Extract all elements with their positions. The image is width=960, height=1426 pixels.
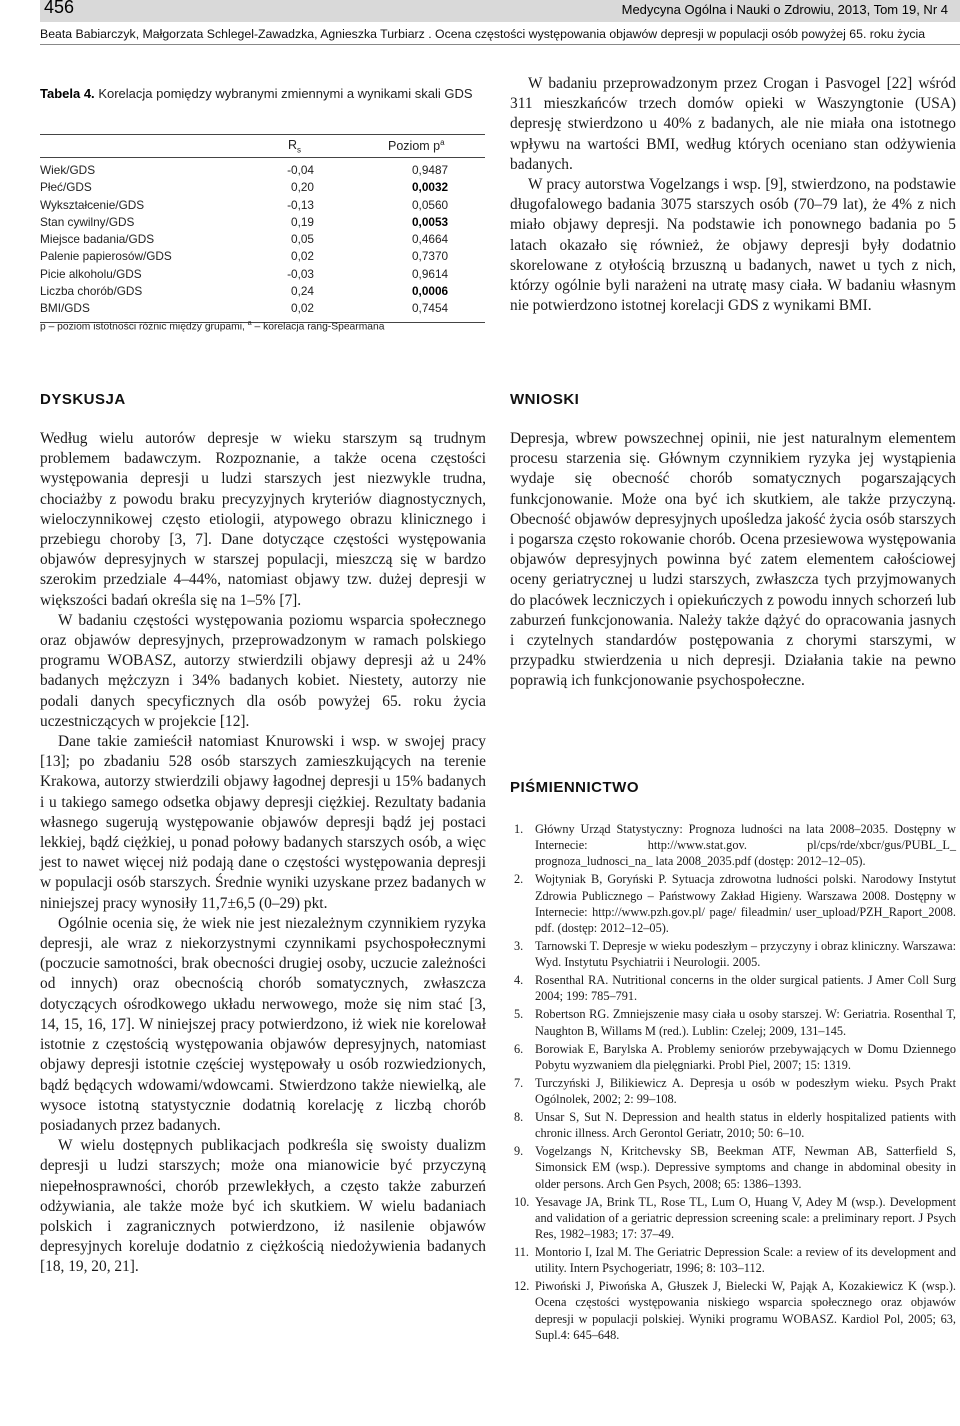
table-row [40,179,485,196]
row-p: 0,0032 [412,180,449,195]
table-caption-text: Korelacja pomiędzy wybranymi zmiennymi a wynikami skali GDS [98,86,473,101]
table-row [40,214,485,231]
row-p: 0,9614 [412,266,449,281]
reference-item: 8. Unsar S, Sut N. Depression and health status in elderly hospitalized patients with chronic illness. Arch Gerontol Geriatr, 2010; 50: 6–10. [514,1110,956,1141]
paragraph: W wielu dostępnych publikacjach podkreśla się swoisty dualizm depresji u ludzi starszych; może ona mianowicie być przyczyną niepełnosprawności, chorób przewlekłych, a często także zaburzeń odżywiania, ale także może być ich skutkiem. W wielu badaniach polskich i zagranicznych potwierdzono, iż nasilenie objawów depresyjnych koreluje dodatnio z ciężkością niedożywienia badanych [18, 19, 20, 21]. [40,1137,486,1276]
reference-item: 9. Vogelzangs N, Kritchevsky SB, Beekman ATF, Newman AB, Satterfield S, Simonsick EM (wsp.). Depressive symptoms and change in abdominal obesity in older persons. Arch Gen Psych, 2008; 65: 1386–1393. [514,1144,956,1191]
row-variable: Wykształcenie/GDS [40,197,145,212]
paragraph: Dane takie zamieścił natomiast Knurowski i wsp. w swojej pracy [13]; po zbadaniu 528 osób starszych zamieszkujących na terenie Krakowa, autorzy stwierdzili objawy łagodnej depresji u 15% badanych i u takiego samego odsetka objawy depresji ciężkiej. Rezultaty badania własnego sugerują występowanie objawów depresji bądź jej postaci lekkiej, bądź ciężkiej, u ponad połowy badanych starszych osób, a więc jest to nawet więcej niż podają dane o częstości występowania depresji w populacji osób starszych. Średnie wyniki uzyskane przez badanych w niniejszej pracy wynosiły 11,7±6,5 (0–29) pkt. [40,733,486,912]
row-rs: 0,20 [291,180,314,195]
correlation-table [40,134,485,323]
row-variable: Liczba chorób/GDS [40,284,143,299]
row-rs: -0,13 [287,197,314,212]
running-head: Beata Babiarczyk, Małgorzata Schlegel-Zawadzka, Agnieszka Turbiarz . Ocena częstości występowania objawów depresji w populacji osób powyżej 65. roku życia [40,24,960,45]
row-p: 0,0006 [412,284,449,299]
row-variable: Miejsce badania/GDS [40,232,155,247]
header-p: Poziom $p^a$ [388,138,445,154]
table-row [40,300,485,317]
row-p: 0,4664 [412,232,449,247]
reference-item: 5. Robertson RG. Zmniejszenie masy ciała u osoby starszej. W: Geriatria. Rosenthal T, Naughton B, Willams M (red.). Lublin: Czelej; 2009, 131–145. [514,1007,956,1038]
page-number: 456 [44,0,75,17]
table-header [40,135,485,158]
row-rs: 0,02 [291,249,314,264]
reference-item: 7. Turczyński J, Bilikiewicz A. Depresja u osób w podeszłym wieku. Psych Prakt Ogólnolek, 2002; 2: 99–108. [514,1075,956,1107]
section-heading-dyskusja: DYSKUSJA [40,391,126,408]
row-variable: Stan cywilny/GDS [40,214,135,229]
journal-title: Medycyna Ogólna i Nauki o Zdrowiu, 2013, Tom 19, Nr 4 [621,2,948,17]
row-variable: Wiek/GDS [40,163,96,177]
paragraph: W badaniu przeprowadzonym przez Crogan i Pasvogel [22] wśród 311 mieszkańców trzech domów opieki w Waszyngtonie (USA) depresję stwierdzono u 40% z badanych, ale nie miała ona istotnego wpływu na wartości BMI, według których oceniano stan odżywienia badanych. [510,75,956,173]
paragraph: Ogólnie ocenia się, że wiek nie jest niezależnym czynnikiem ryzyka depresji, ale wraz z niekorzystnymi czynnikami psychospołecznymi (poczucie samotności, brak obecności drugiej osoby, uczucie zależności od innych) oraz obecnością chorób somatycznych, zwłaszcza dotyczących ośrodkowego układu nerwowego, może się nim stać [3, 14, 15, 16, 17]. W niniejszej pracy potwierdzono, iż wiek nie korelował istotnie z częstością występowania objawów depresyjnych, natomiast objawy depresji istotnie częściej występowały u osób rozwiedzionych, bądź będących wdowami/wdowcami. Stwierdzono także niewielką, ale wysoce istotną statystycznie dodatnią korelację z liczbą chorób posiadanych przez badanych. [40,914,486,1134]
paragraph: Według wielu autorów depresje w wieku starszym są trudnym problemem badawczym. Rozpoznanie, a także ocena częstości występowania depresji u ludzi starszych jest niezwykle trudna, chociażby z powodu braku precyzyjnych kryteriów diagnostycznych, wieloczynnikowej często etiologii, atypowego obrazu klinicznego i przebiegu choroby [3, 7]. Dane dotyczące częstości występowania objawów depresyjnych w starszej populacji, mieszczą się w bardzo szerokim przedziale 4–44%, natomiast objawy tzw. dużej depresji w większości badań określa się na 1–5% [7]. [40,430,486,609]
row-variable: Palenie papierosów/GDS [40,249,172,264]
results-text [510,74,956,316]
row-p: 0,0053 [412,214,449,229]
table-body [40,158,485,323]
table-row [40,283,485,300]
table-caption [40,84,490,104]
row-variable: Picie alkoholu/GDS [40,266,142,281]
reference-item: 4. Rosenthal RA. Nutritional concerns in the older surgical patients. J Amer Coll Surg 2004; 199: 785–791. [514,973,956,1004]
table-footnote: p – poziom istotności różnic między grupami, $^a$ – korelacja rang-Spearmana [40,320,385,333]
table-label: Tabela 4. [40,86,95,101]
paragraph: W pracy autorstwa Vogelzangs i wsp. [9], stwierdzono, na podstawie długofalowego badania 3075 starszych osób (70–79 lat), że 4% z nich miało objawy depresji. Na podstawie ich ponownego badania po 5 latach okazało się również, że objawy depresji były dodatnio skorelowane z otyłością brzuszną u badanych, nawet u tych z nich, którzy ogólnie byli narażeni na utratę masy ciała. W badaniu własnym nie potwierdzono istotnej korelacji GDS z wynikami BMI. [510,176,956,315]
section-heading-wnioski: WNIOSKI [510,391,580,408]
section-heading-references: PIŚMIENNICTWO [510,779,639,796]
reference-item: 6. Borowiak E, Barylska A. Problemy seniorów przebywających w Domu Dziennego Pobytu wyzwaniem dla pielęgniarki. Probl Piel, 2007; 15: 1319. [514,1041,956,1072]
row-variable: Płeć/GDS [40,180,92,195]
row-p: 0,9487 [412,163,449,177]
reference-item: 2. Wojtyniak B, Goryński P. Sytuacja zdrowotna ludności polski. Narodowy Instytut Zdrowia Publicznego – Państwowy Zakład Higieny. Warszawa 2008. Dostępny w Internecie: http://www.pzh.gov.pl/ page/ fileadmin/ user_upload/PZH_Raport_2008. pdf. (dostęp: 2012–12–05). [514,872,956,936]
paragraph: Depresja, wbrew powszechnej opinii, nie jest naturalnym elementem procesu starzenia się. Głównym czynnikiem ryzyka jej wystąpienia wydaje się obecność chorób somatycznych pogarszających funkcjonowanie. Może ona być ich skutkiem, ale także przyczyną. Obecność objawów depresyjnych upośledza jakość życia osób starszych i pogarsza często rokowanie chorób. Ocena przesiewowa występowania objawów depresyjnych powinna być zatem elementem całościowej oceny geriatrycznej u ludzi starszych, zwłaszcza tych przyjmowanych do placówek leczniczych i opiekuńczych z powodu innych schorzeń lub zaburzeń funkcjonowania. Należy także dążyć do opracowania jasnych i czytelnych standardów postępowania z chorymi starszymi, w przypadku stwierdzenia u nich depresji. Działania takie na pewno poprawią ich funkcjonowanie psychospołeczne. [510,430,956,690]
reference-item: 11. Montorio I, Izal M. The Geriatric Depression Scale: a review of its development and utility. Intern Psychogeriatr, 1996; 8: 103–112. [514,1245,956,1276]
row-p: 0,0560 [412,197,449,212]
table-row [40,266,485,283]
row-rs: -0,04 [287,163,314,177]
reference-item: 12. Piwoński J, Piwońska A, Głuszek J, Bielecki W, Pająk A, Kozakiewicz K (wsp.). Ocena częstości występowania niskiego wsparcia społecznego oraz objawów depresji w populacji polskiej. Wyniki programu WOBASZ. Kardiol Pol, 2005; 63, Supl.4: 645–648. [514,1279,956,1342]
table-row [40,231,485,248]
table-row [40,197,485,214]
reference-item: 1. Główny Urząd Statystyczny: Prognoza ludności na lata 2008–2035. Dostępny w Internecie: http://www.stat.gov. pl/cps/rde/xbcr/gus/PUBL_L_ prognoza_ludnosci_na_ lata 2008_2035.pdf (dostęp: 2012–12–05). [514,822,956,869]
row-rs: 0,02 [291,301,314,316]
paragraph: W badaniu częstości występowania poziomu wsparcia społecznego oraz objawów depresyjnych, przeprowadzonym w ramach polskiego programu WOBASZ, autorzy stwierdzili objawy depresji aż u 24% badanych mężczyzn i 34% badanych kobiet. Niestety, autorzy nie podali danych specyficznych dla osób powyżej 65. roku życia uczestniczących w projekcie [12]. [40,611,486,730]
reference-item: 10. Yesavage JA, Brink TL, Rose TL, Lum O, Huang V, Adey M (wsp.). Development and validation of a geriatric depression screening scale: a preliminary report. J Psych Res, 1982–1983; 17: 37–49. [514,1194,956,1242]
discussion-text [40,429,486,1278]
row-rs: 0,19 [291,214,314,229]
row-variable: BMI/GDS [40,301,90,316]
header-rs: $R_s$ [288,138,302,155]
row-rs: 0,05 [291,232,314,247]
table-row [40,162,485,179]
conclusions-text [510,429,956,692]
row-rs: -0,03 [287,266,314,281]
reference-list [510,821,956,1345]
reference-item: 3. Tarnowski T. Depresje w wieku podeszłym – przyczyny i obraz kliniczny. Warszawa: Wyd. Instytutu Psychiatrii i Neurologii. 2005. [514,939,956,970]
row-rs: 0,24 [291,284,314,299]
row-p: 0,7454 [412,301,449,316]
table-row [40,248,485,265]
row-p: 0,7370 [412,249,449,264]
